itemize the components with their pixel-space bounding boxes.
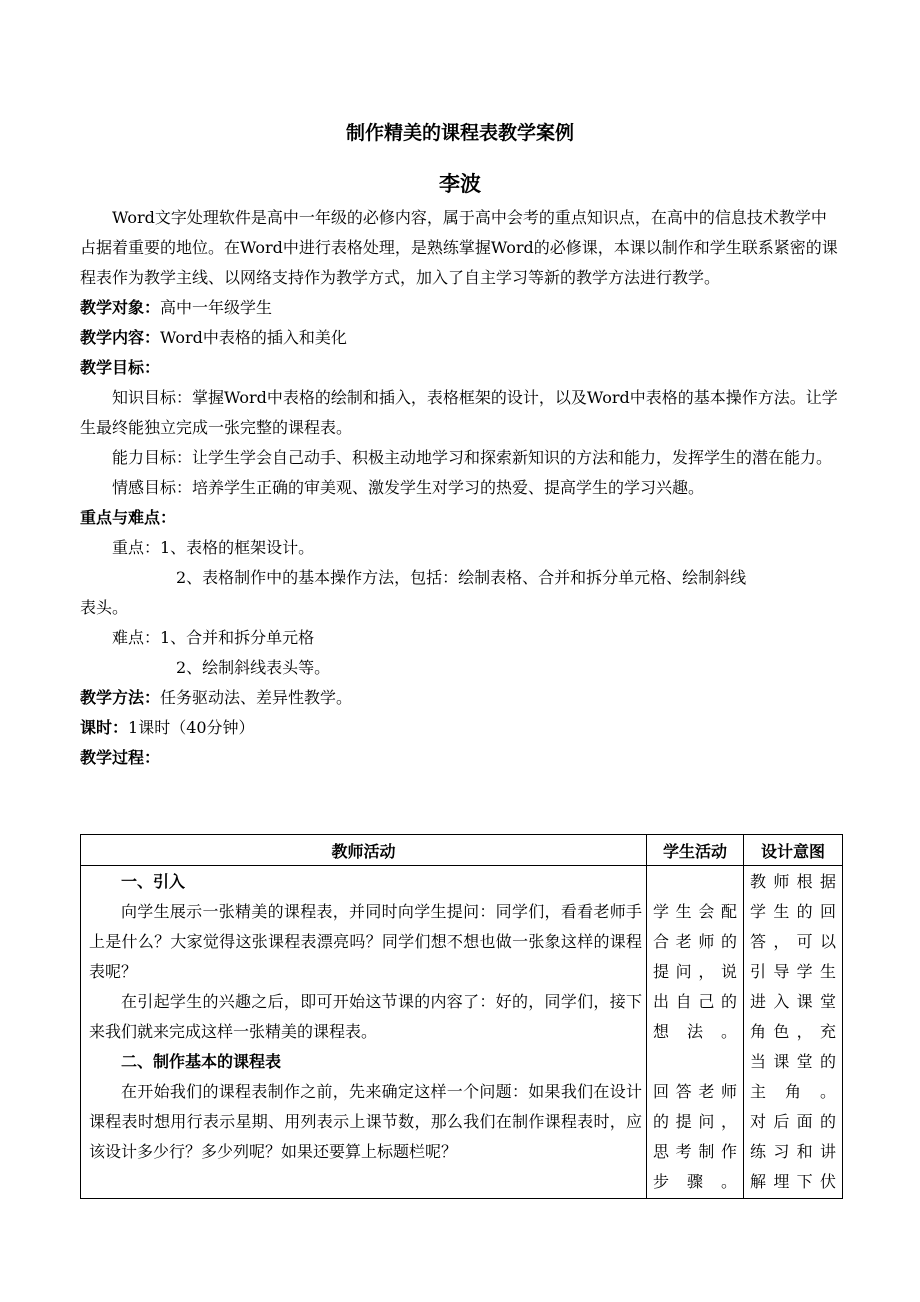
section-intro-p1: 向学生展示一张精美的课程表，并同时向学生提问：同学们，看看老师手上是什么？大家觉得这张课程表漂亮吗？同学们想不想也做一张象这样的课程表呢？ [89, 902, 642, 981]
ability-goal: 能力目标：让学生学会自己动手、积极主动地学习和探索新知识的方法和能力，发挥学生的潜在能力。 [112, 448, 833, 467]
content-line [80, 323, 842, 353]
design-cell [744, 866, 843, 1199]
design-line: 主角。 [750, 1082, 836, 1101]
key-point-1: 重点：1、表格的框架设计。 [112, 538, 315, 557]
student-line: 出自己的 [653, 992, 737, 1011]
student-line: 学生会配 [653, 902, 737, 921]
student-line: 想法。 [653, 1022, 737, 1041]
section-basic-p1: 在开始我们的课程表制作之前，先来确定这样一个问题：如果我们在设计课程表时想用行表示星期、用列表示上课节数，那么我们在制作课程表时，应该设计多少行？多少列呢？如果还要算上标题栏呢？ [89, 1082, 642, 1161]
hours-line [80, 713, 842, 743]
student-line: 思考制作 [653, 1142, 737, 1161]
design-line: 学生的回 [750, 902, 836, 921]
content-value: Word中表格的插入和美化 [160, 328, 347, 347]
student-line: 回答老师 [653, 1082, 737, 1101]
section-basic-title: 二、制作基本的课程表 [121, 1052, 282, 1071]
student-line [653, 1047, 737, 1077]
difficulty-1: 难点：1、合并和拆分单元格 [112, 628, 315, 647]
method-value: 任务驱动法、差异性教学。 [160, 688, 353, 707]
intro-paragraph: Word文字处理软件是高中一年级的必修内容，属于高中会考的重点知识点，在高中的信息技术教学中占据着重要的地位。在Word中进行表格处理，是熟练掌握Word的必修课，本课以制作和学生联系紧密的课程表作为教学主线、以网络支持作为教学方式，加入了自主学习等新的教学方法进行教学。 [80, 208, 838, 287]
teacher-cell [81, 866, 647, 1199]
method-line [80, 683, 842, 713]
emotion-goal: 情感目标：培养学生正确的审美观、激发学生对学习的热爱、提高学生的学习兴趣。 [112, 478, 705, 497]
student-cell [647, 866, 744, 1199]
difficulty-2: 2、绘制斜线表头等。 [176, 658, 331, 677]
keypoints-heading: 重点与难点： [80, 508, 177, 527]
student-line: 步骤。 [653, 1172, 737, 1191]
process-heading: 教学过程： [80, 748, 161, 767]
document-body [80, 203, 842, 773]
target-value: 高中一年级学生 [160, 298, 273, 317]
hours-value: 1课时（40分钟） [128, 718, 255, 737]
design-line: 引导学生 [750, 962, 836, 981]
knowledge-goal: 知识目标：掌握Word中表格的绘制和插入，表格框架的设计，以及Word中表格的基本操作方法。让学生最终能独立完成一张完整的课程表。 [80, 388, 838, 437]
student-line: 合老师的 [653, 932, 737, 951]
header-student: 学生活动 [647, 835, 744, 866]
goals-heading: 教学目标： [80, 358, 161, 377]
process-table [80, 834, 843, 1199]
table-header-row [81, 835, 843, 866]
header-design: 设计意图 [744, 835, 843, 866]
design-line: 角色，充 [750, 1022, 836, 1041]
design-line: 练习和讲 [750, 1142, 836, 1161]
student-line: 提问，说 [653, 962, 737, 981]
design-line: 进入课堂 [750, 992, 836, 1011]
design-line: 当课堂的 [750, 1052, 836, 1071]
design-line: 教师根据 [750, 872, 836, 891]
content-label: 教学内容： [80, 328, 161, 347]
section-intro-title: 一、引入 [121, 872, 186, 891]
section-intro-p2: 在引起学生的兴趣之后，即可开始这节课的内容了：好的，同学们，接下来我们就来完成这样一张精美的课程表。 [89, 992, 642, 1041]
table-row [81, 866, 843, 1199]
student-spacer [653, 867, 737, 897]
key-point-2: 2、表格制作中的基本操作方法，包括：绘制表格、合并和拆分单元格、绘制斜线 [176, 568, 747, 587]
document-title: 制作精美的课程表教学案例 [345, 122, 574, 144]
author-name: 李波 [439, 172, 481, 196]
target-label: 教学对象： [80, 298, 161, 317]
design-line: 对后面的 [750, 1112, 836, 1131]
header-teacher: 教师活动 [81, 835, 647, 866]
student-line: 的提问， [653, 1112, 737, 1131]
design-line: 答，可以 [750, 932, 836, 951]
method-label: 教学方法： [80, 688, 161, 707]
key-point-2-cont: 表头。 [80, 598, 129, 617]
design-line: 解埋下伏 [750, 1172, 836, 1191]
target-line [80, 293, 842, 323]
hours-label: 课时： [80, 718, 129, 737]
